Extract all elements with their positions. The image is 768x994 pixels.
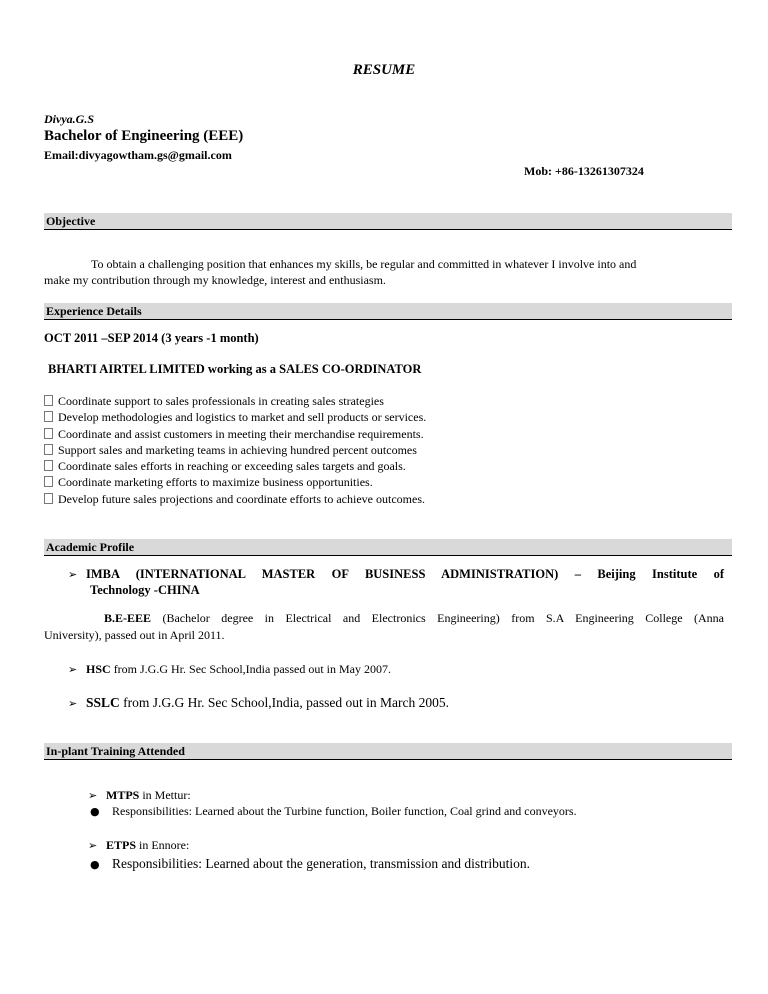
training-heading: In-plant Training Attended xyxy=(44,743,732,760)
objective-line-2: make my contribution through my knowledge, interest and enthusiasm. xyxy=(44,273,386,287)
duty-item: Support sales and marketing teams in achieving hundred percent outcomes xyxy=(44,442,417,458)
objective-line-1: To obtain a challenging position that enhances my skills, be regular and committed in whatever I involve into and xyxy=(91,257,637,271)
arrow-bullet-icon: ➢ xyxy=(68,663,78,676)
duty-item: Coordinate and assist customers in meeting their merchandise requirements. xyxy=(44,426,424,442)
bullet-box-icon xyxy=(44,493,53,504)
arrow-bullet-icon: ➢ xyxy=(88,839,98,852)
bullet-box-icon xyxy=(44,460,53,471)
candidate-mobile: Mob: +86-13261307324 xyxy=(524,164,644,178)
dot-bullet-icon: ● xyxy=(90,805,100,818)
duty-item: Coordinate marketing efforts to maximize business opportunities. xyxy=(44,474,373,490)
etps-line: ➢ ETPS in Ennore: xyxy=(88,838,190,852)
be-line-1: B.E-EEE (Bachelor degree in Electrical and Electronics Engineering) from S.A Engineering College (Anna xyxy=(104,611,725,625)
duty-item: Develop future sales projections and coordinate efforts to achieve outcomes. xyxy=(44,491,425,507)
candidate-email: Email:divyagowtham.gs@gmail.com xyxy=(44,148,232,162)
experience-period: OCT 2011 –SEP 2014 (3 years -1 month) xyxy=(44,331,259,345)
bullet-box-icon xyxy=(44,428,53,439)
resume-title: RESUME xyxy=(352,62,416,78)
imba-line-1: ➢ IMBA (INTERNATIONAL MASTER OF BUSINESS ADMINISTRATION) – Beijing Institute of xyxy=(68,567,724,581)
bullet-box-icon xyxy=(44,476,53,487)
duty-item: Develop methodologies and logistics to market and sell products or services. xyxy=(44,409,426,425)
imba-line-2: Technology -CHINA xyxy=(90,583,200,597)
hsc-line: ➢ HSC from J.G.G Hr. Sec School,India passed out in May 2007. xyxy=(68,662,391,676)
experience-heading: Experience Details xyxy=(44,303,732,320)
sslc-line: ➢ SSLC from J.G.G Hr. Sec School,India, passed out in March 2005. xyxy=(68,695,449,710)
objective-heading: Objective xyxy=(44,213,732,230)
academic-heading: Academic Profile xyxy=(44,539,732,556)
duty-item: Coordinate sales efforts in reaching or exceeding sales targets and goals. xyxy=(44,458,406,474)
arrow-bullet-icon: ➢ xyxy=(68,697,78,710)
arrow-bullet-icon: ➢ xyxy=(88,789,98,802)
candidate-name: Divya.G.S xyxy=(44,112,94,126)
bullet-box-icon xyxy=(44,444,53,455)
arrow-bullet-icon: ➢ xyxy=(68,568,78,581)
dot-bullet-icon: ● xyxy=(90,858,100,871)
bullet-box-icon xyxy=(44,395,53,406)
mtps-responsibility: ● Responsibilities: Learned about the Turbine function, Boiler function, Coal grind and conveyors. xyxy=(90,804,577,818)
mtps-line: ➢ MTPS in Mettur: xyxy=(88,788,191,802)
duty-item: Coordinate support to sales professionals in creating sales strategies xyxy=(44,393,384,409)
etps-responsibility: ● Responsibilities: Learned about the generation, transmission and distribution. xyxy=(90,856,531,871)
be-line-2: University), passed out in April 2011. xyxy=(44,628,225,642)
bullet-box-icon xyxy=(44,411,53,422)
experience-role: BHARTI AIRTEL LIMITED working as a SALES CO-ORDINATOR xyxy=(48,362,422,376)
candidate-degree: Bachelor of Engineering (EEE) xyxy=(44,128,244,144)
